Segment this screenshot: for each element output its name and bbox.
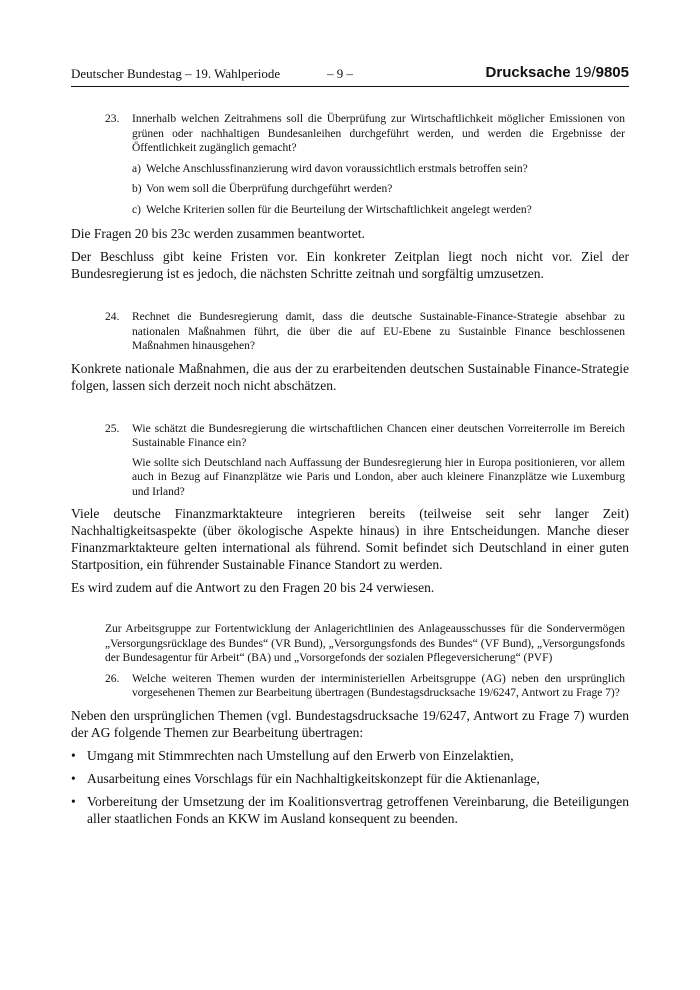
header-page-number: – 9 –	[327, 66, 353, 81]
header-doc-prefix: 19/	[574, 64, 596, 81]
sub-text: Welche Kriterien sollen für die Beurteilung der Wirtschaftlichkeit angelegt werden?	[146, 203, 532, 216]
question-text: Rechnet die Bundesregierung damit, dass die deutsche Sustainable-Finance-Strategie absehbar zu nationalen Maßnahmen führt, die über die auf EU-Ebene zu Sustainble Finance beschlossenen Maßnahmen hinausgehen?	[132, 311, 625, 352]
answer-paragraph: Der Beschluss gibt keine Fristen vor. Ein konkreter Zeitplan liegt noch nicht vor. Ziel der Bundesregierung ist es jedoch, die nächsten Schritte zeitnah und sorgfältig umzusetzen.	[71, 249, 629, 281]
section-preamble: Zur Arbeitsgruppe zur Fortentwicklung der Anlagerichtlinien des Anlageausschusses für die Sondervermögen „Versorgungsrücklage des Bundes“ (VR Bund), „Versorgungsfonds des Bundes“ (VF Bund), „Versorgungsfonds der Bundesagentur für Arbeit“ (BA) und „Vorsorgefonds der sozialen Pflegeversicherung“ (PVF)	[105, 623, 625, 664]
bullet-icon: •	[71, 793, 76, 809]
question-23-c	[132, 203, 625, 218]
question-number: 25.	[105, 422, 120, 435]
list-item	[71, 747, 629, 764]
list-item	[71, 793, 629, 827]
question-text: Wie schätzt die Bundesregierung die wirtschaftlichen Chancen einer deutschen Vorreiterrolle im Bereich Sustainable Finance ein?	[132, 422, 625, 449]
bullet-icon: •	[71, 747, 76, 763]
answer-paragraph: Konkrete nationale Maßnahmen, die aus der zu erarbeitenden deutschen Sustainable Finance-Strategie folgen, lassen sich derzeit noch nicht abschätzen.	[71, 360, 629, 393]
question-23-b	[132, 182, 625, 197]
bullet-list	[71, 747, 629, 827]
sub-label: c)	[132, 203, 141, 216]
question-23-a	[132, 162, 625, 177]
question-text: Innerhalb welchen Zeitrahmens soll die Überprüfung zur Wirtschaftlichkeit möglicher Emissionen von grünen oder nachhaltigen Bundesanleihen durchgeführt werden, und werden die Ergebnisse der Öffentlichkeit zugänglich gemacht?	[132, 113, 625, 154]
answer-paragraph: Viele deutsche Finanzmarktakteure integrieren bereits (teilweise seit sehr langer Zeit) Nachhaltigkeitsaspekte (über ökologische Aspekte hinaus) in ihre Entscheidungen. Manche dieser Finanzmarktakteure gelten international als führend. Somit befindet sich Deutschland in einer guten Startposition, ein führender Sustainable Finance Standort zu werden.	[71, 506, 629, 572]
list-item-text: Ausarbeitung eines Vorschlags für ein Nachhaltigkeitskonzept für die Aktienanlage,	[87, 770, 540, 786]
bullet-icon: •	[71, 770, 76, 786]
question-26	[71, 672, 629, 701]
sub-label: a)	[132, 162, 141, 175]
answer-paragraph: Es wird zudem auf die Antwort zu den Fragen 20 bis 24 verwiesen.	[71, 580, 435, 595]
question-number: 23.	[105, 113, 120, 125]
sub-label: b)	[132, 183, 142, 195]
question-number: 24.	[105, 311, 120, 323]
question-25-continued	[71, 456, 629, 500]
list-item	[71, 770, 629, 787]
header-parliament: Deutscher Bundestag – 19. Wahlperiode	[71, 66, 281, 81]
answer-paragraph: Die Fragen 20 bis 23c werden zusammen beantwortet.	[71, 226, 365, 241]
list-item-text: Vorbereitung der Umsetzung der im Koalitionsvertrag getroffenen Vereinbarung, die Beteiligungen aller staatlichen Fonds an KKW im Ausland konsequent zu beenden.	[87, 793, 629, 826]
question-23	[71, 112, 629, 156]
question-number: 26.	[105, 672, 120, 685]
question-24	[71, 310, 629, 354]
header-doc-number: 9805	[595, 64, 629, 81]
answer-paragraph: Neben den ursprünglichen Themen (vgl. Bundestagsdrucksache 19/6247, Antwort zu Frage 7) wurden der AG folgende Themen zur Bearbeitung übertragen:	[71, 707, 629, 740]
header-doc-label: Drucksache	[485, 64, 571, 81]
header-document-id	[486, 64, 629, 81]
header-rule	[71, 86, 629, 87]
sub-text: Von wem soll die Überprüfung durchgeführt werden?	[146, 183, 393, 195]
page-body	[71, 112, 629, 827]
question-text: Welche weiteren Themen wurden der interministeriellen Arbeitsgruppe (AG) neben den ursprünglich vorgesehenen Themen zur Bearbeitung übertragen (Bundestagsdrucksache 19/6247, Antwort zu Frage 7)?	[132, 672, 625, 699]
question-25	[71, 422, 629, 451]
sub-text: Welche Anschlussfinanzierung wird davon voraussichtlich erstmals betroffen sein?	[146, 162, 528, 175]
question-text: Wie sollte sich Deutschland nach Auffassung der Bundesregierung hier in Europa positionieren, vor allem auch in Bezug auf Finanzplätze wie Paris und London, aber auch kleinere Finanzplätze wie Luxemburg und Irland?	[132, 456, 625, 498]
list-item-text: Umgang mit Stimmrechten nach Umstellung auf den Erwerb von Einzelaktien,	[87, 747, 514, 763]
page-header	[71, 66, 629, 84]
